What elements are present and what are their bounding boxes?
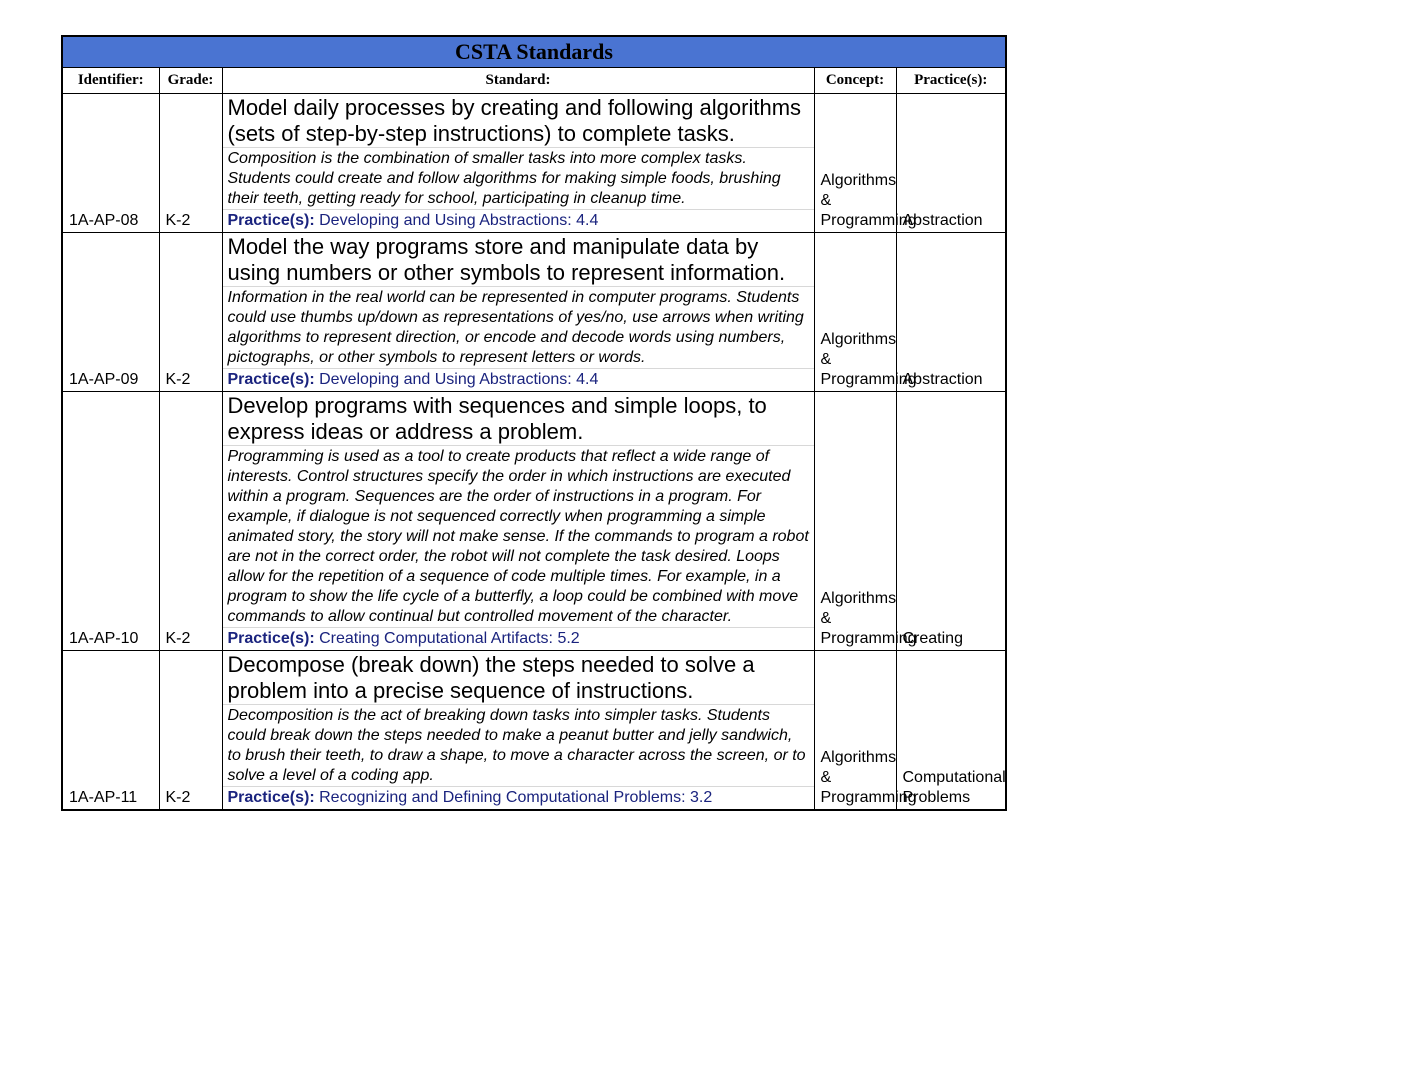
standard-practice-line: [223, 210, 814, 232]
header-practices: Practice(s):: [896, 68, 1006, 94]
standard-cell: [222, 651, 814, 811]
header-standard: Standard:: [222, 68, 814, 94]
practice-label: Practice(s):: [227, 212, 315, 229]
concept-cell: Algorithms & Programming: [814, 651, 896, 811]
standard-description: Programming is used as a tool to create products that reflect a wide range of interests. Control structures specify the order in which instructions are executed within a program. Sequences are the order of instructions in a program. For example, if dialogue is not sequenced correctly when programming a simple animated story, the story will not make sense. If the commands to program a robot are not in the correct order, the robot will not complete the task desired. Loops allow for the repetition of a sequence of code multiple times. For example, in a program to show the life cycle of a butterfly, a loop could be combined with move commands to allow continual but controlled movement of the character.: [223, 446, 814, 628]
standard-title: Develop programs with sequences and simple loops, to express ideas or address a problem.: [223, 392, 814, 446]
practice-reference: Recognizing and Defining Computational Problems: 3.2: [319, 789, 713, 806]
table-header-row: [62, 68, 1006, 94]
concept-cell: Algorithms & Programming: [814, 94, 896, 233]
grade-cell: K-2: [159, 651, 222, 811]
standard-description: Decomposition is the act of breaking down tasks into simpler tasks. Students could break down the steps needed to make a peanut butter and jelly sandwich, to brush their teeth, to draw a shape, to move a character across the screen, or to solve a level of a coding app.: [223, 705, 814, 787]
concept-cell: Algorithms & Programming: [814, 392, 896, 651]
practice-reference: Developing and Using Abstractions: 4.4: [319, 371, 599, 388]
standard-practice-line: [223, 628, 814, 650]
standard-practice-line: [223, 369, 814, 391]
header-identifier: Identifier:: [62, 68, 159, 94]
practice-label: Practice(s):: [227, 371, 315, 388]
grade-cell: K-2: [159, 392, 222, 651]
grade-cell: K-2: [159, 233, 222, 392]
identifier-cell: 1A-AP-09: [62, 233, 159, 392]
identifier-cell: 1A-AP-11: [62, 651, 159, 811]
concept-cell: Algorithms & Programming: [814, 233, 896, 392]
table-row: [62, 233, 1006, 392]
practice-cell: Computational Problems: [896, 651, 1006, 811]
standard-title: Model daily processes by creating and following algorithms (sets of step-by-step instructions) to complete tasks.: [223, 94, 814, 148]
table-title: CSTA Standards: [62, 36, 1006, 68]
csta-standards-table: [61, 35, 1007, 811]
practice-cell: Abstraction: [896, 233, 1006, 392]
standard-cell: [222, 233, 814, 392]
grade-cell: K-2: [159, 94, 222, 233]
practice-cell: Abstraction: [896, 94, 1006, 233]
header-grade: Grade:: [159, 68, 222, 94]
table-row: [62, 651, 1006, 811]
standard-title: Model the way programs store and manipulate data by using numbers or other symbols to represent information.: [223, 233, 814, 287]
practice-reference: Developing and Using Abstractions: 4.4: [319, 212, 599, 229]
standard-title: Decompose (break down) the steps needed to solve a problem into a precise sequence of instructions.: [223, 651, 814, 705]
table-row: [62, 94, 1006, 233]
table-title-row: [62, 36, 1006, 68]
table-row: [62, 392, 1006, 651]
standard-description: Composition is the combination of smaller tasks into more complex tasks. Students could create and follow algorithms for making simple foods, brushing their teeth, getting ready for school, participating in cleanup time.: [223, 148, 814, 210]
identifier-cell: 1A-AP-10: [62, 392, 159, 651]
practice-cell: Creating: [896, 392, 1006, 651]
header-concept: Concept:: [814, 68, 896, 94]
practice-label: Practice(s):: [227, 630, 315, 647]
standard-description: Information in the real world can be represented in computer programs. Students could use thumbs up/down as representations of yes/no, use arrows when writing algorithms to represent direction, or encode and decode words using numbers, pictographs, or other symbols to represent letters or words.: [223, 287, 814, 369]
standard-cell: [222, 392, 814, 651]
standard-cell: [222, 94, 814, 233]
practice-reference: Creating Computational Artifacts: 5.2: [319, 630, 580, 647]
standard-practice-line: [223, 787, 814, 809]
practice-label: Practice(s):: [227, 789, 315, 806]
identifier-cell: 1A-AP-08: [62, 94, 159, 233]
